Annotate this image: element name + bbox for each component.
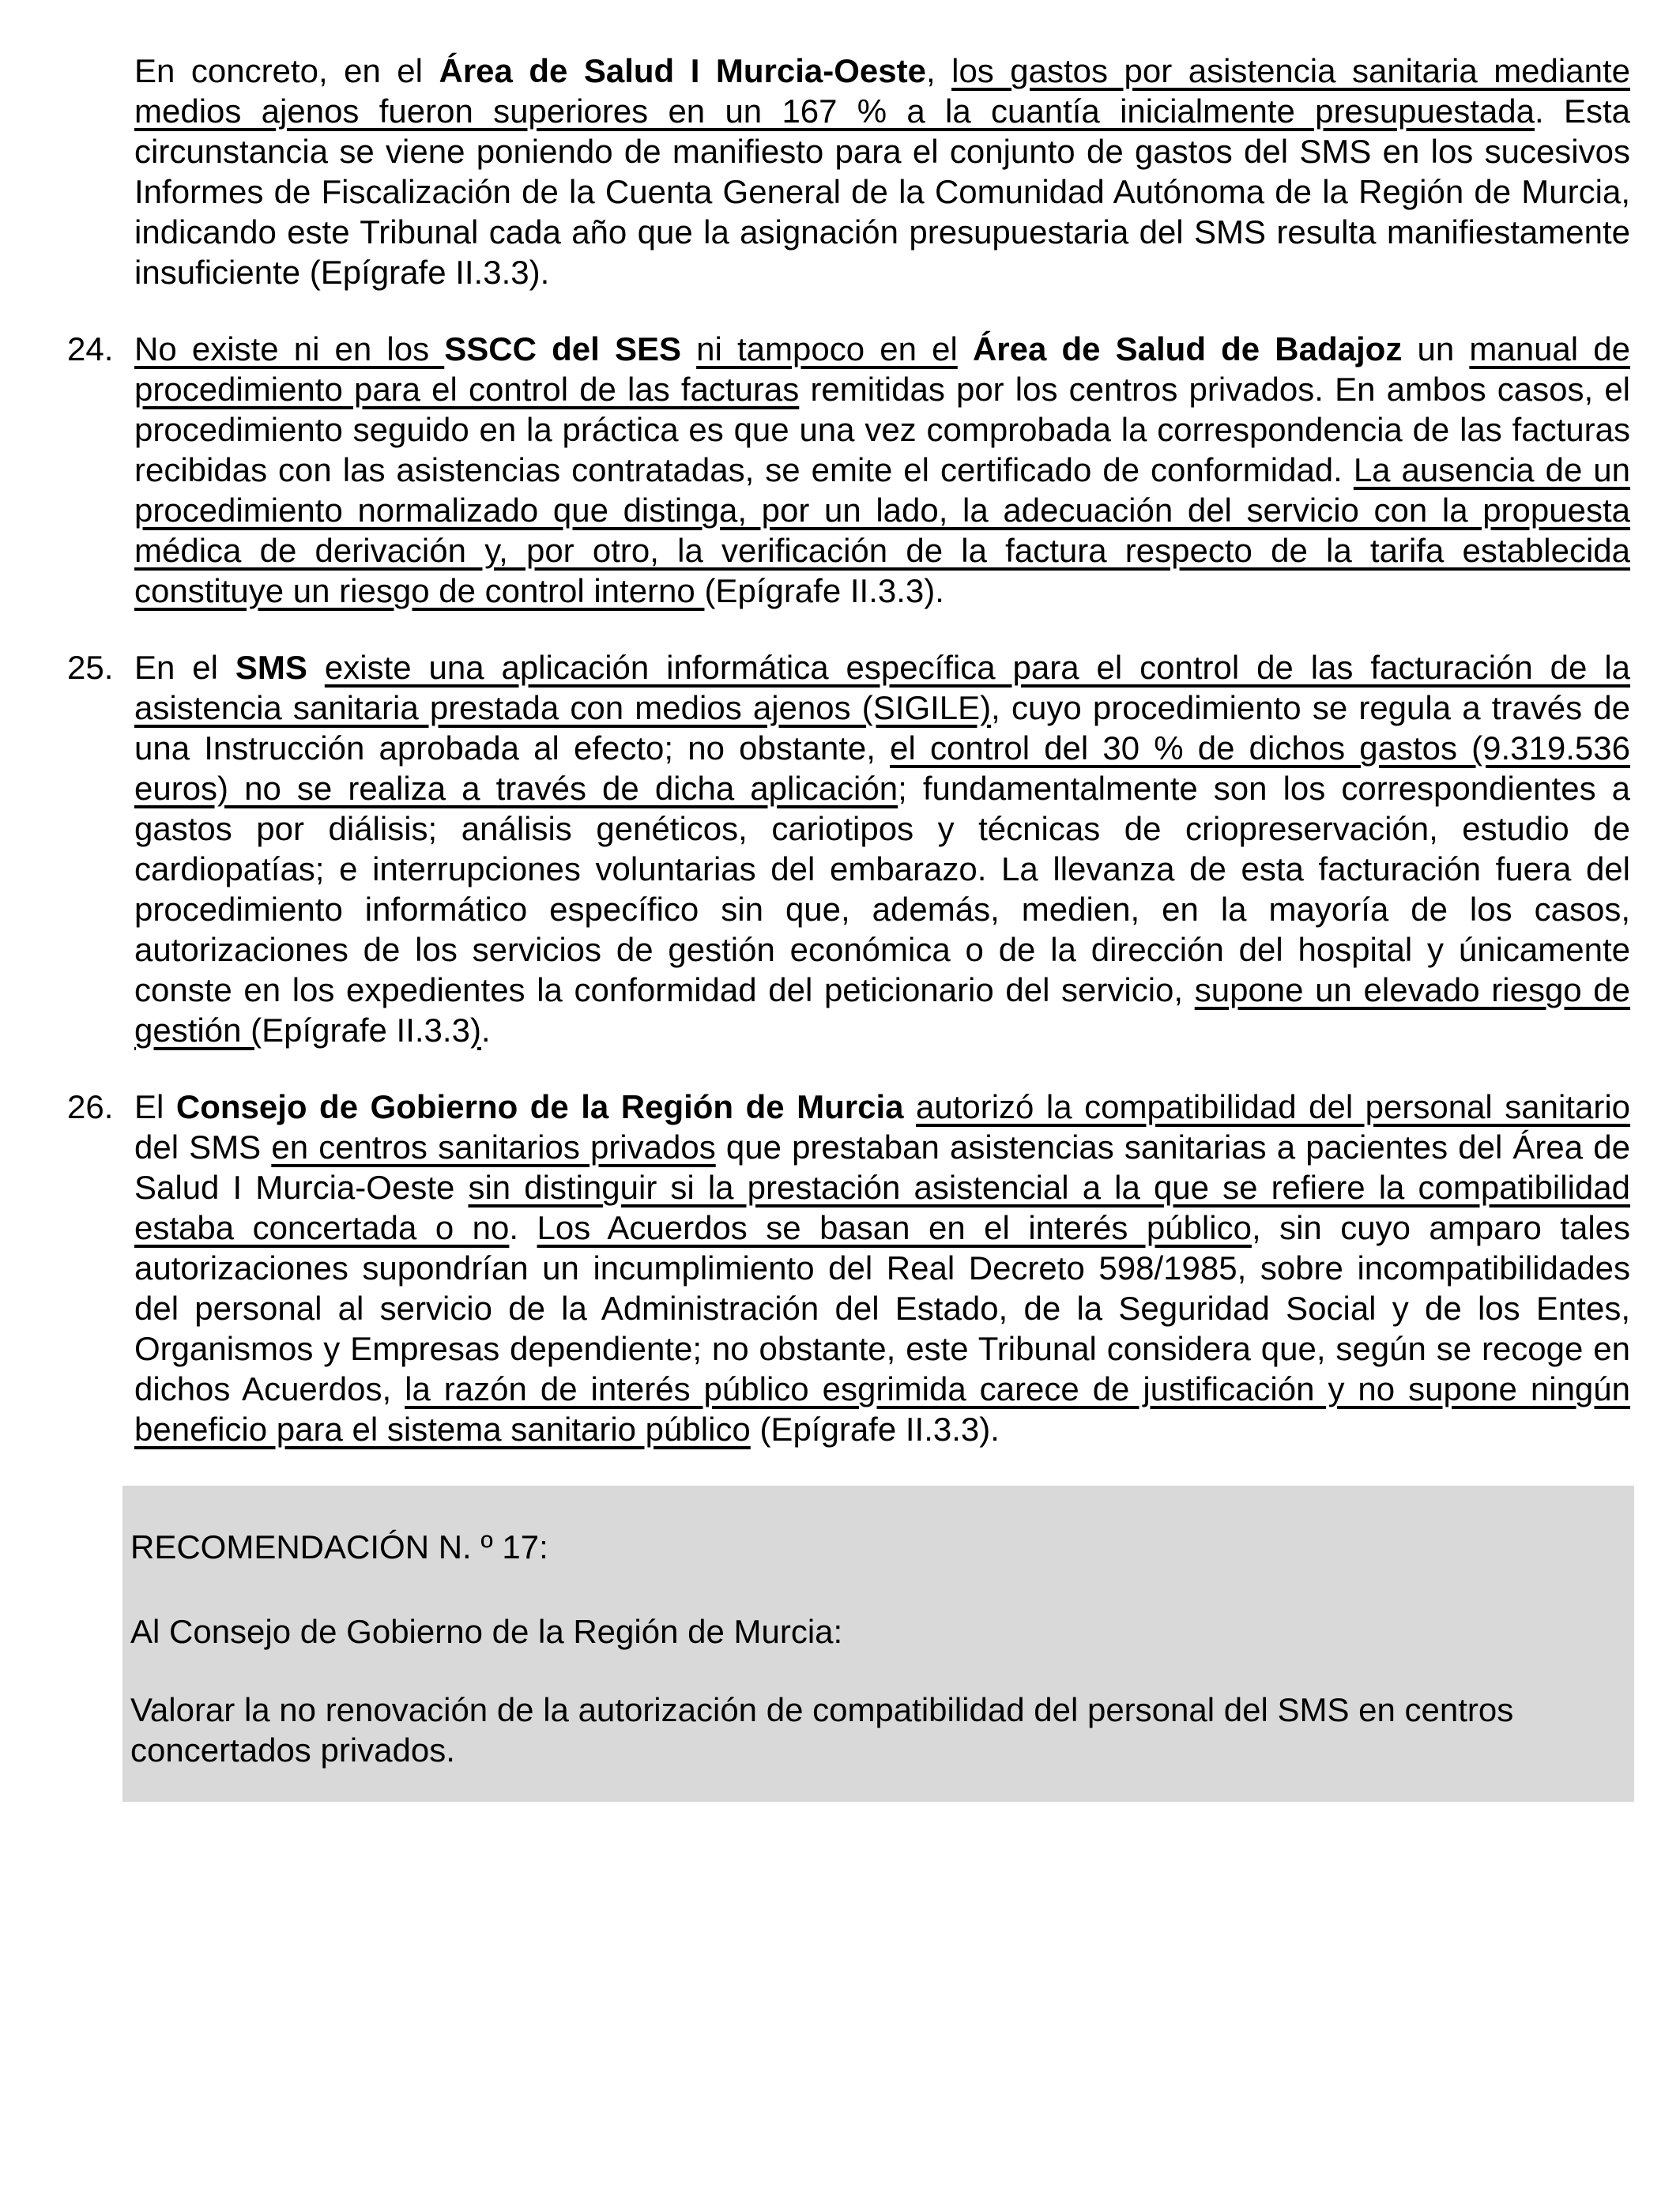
text-run: Los Acuerdos se basan en el interés público xyxy=(537,1209,1252,1246)
text-run: ; fundamentalmente son los correspondientes a gastos por diálisis; análisis genéticos, cariotipos y técnicas de criopreservación, estudio de cardiopatías; e interrupciones voluntarias del embarazo. La llevanza de esta facturación fuera del procedimiento informático específico sin que, además, medien, en la mayoría de los casos, autorizaciones de los servicios de gestión económica o de la dirección del hospital y únicamente conste en los expedientes la conformidad del peticionario del servicio, xyxy=(134,770,1630,1008)
recommendation-body: Valorar la no renovación de la autorización de compatibilidad del personal del SMS en centros concertados privados. xyxy=(130,1691,1514,1769)
text-run: SMS xyxy=(235,649,307,686)
text-run xyxy=(307,649,325,686)
text-run xyxy=(681,330,696,367)
text-run: manual de procedimiento para el control de las facturas xyxy=(134,330,1630,408)
text-run: En el xyxy=(134,649,235,686)
text-run: SSCC del SES xyxy=(444,330,681,367)
text-run: La ausencia de un procedimiento normalizado que distinga, por un lado, la adecuación del servicio con la propuesta médica de derivación y, por otro, la verificación de la factura respecto de la tarifa establecida constituye un riesgo de control interno xyxy=(134,451,1631,609)
text-run: ni tampoco en el xyxy=(696,330,958,367)
finding-text xyxy=(134,1088,1630,1448)
text-run: autorizó la compatibilidad del personal sanitario xyxy=(916,1088,1631,1125)
text-run: No existe ni en los xyxy=(134,330,445,367)
finding-number: 25. xyxy=(67,649,114,686)
text-run: Área de Salud I Murcia-Oeste xyxy=(439,52,926,89)
text-run: Epígrafe II.3.3 xyxy=(262,1012,470,1049)
text-run: remitidas por los centros privados. En ambos casos, el procedimiento seguido en la práctica es que una vez comprobada la correspondencia de las facturas recibidas con las asistencias contratadas, se emite el certificado de conformidad. xyxy=(134,371,1631,488)
text-run: . Esta circunstancia se viene poniendo de manifiesto para el conjunto de gastos del SMS en los sucesivos Informes de Fiscalización de la Cuenta General de la Comunidad Autónoma de la Región de Murcia, indicando este Tribunal cada año que la asignación presupuestaria del SMS resulta manifiestamente insuficiente (Epígrafe II.3.3). xyxy=(134,92,1630,291)
text-run: El xyxy=(134,1088,176,1125)
text-run: un xyxy=(1402,330,1470,367)
text-run: (Epígrafe II.3.3). xyxy=(704,572,944,609)
recommendation-title: RECOMENDACIÓN N. º 17: xyxy=(130,1528,548,1565)
text-run: Consejo de Gobierno de la Región de Murcia xyxy=(175,1088,904,1125)
text-run: existe una aplicación informática específica para el control de las facturación de la asistencia sanitaria prestada con medios ajenos (SIGILE) xyxy=(134,649,1631,726)
text-run: . xyxy=(509,1209,537,1246)
text-run: . xyxy=(480,1012,491,1049)
text-run: En concreto, en el xyxy=(134,52,439,89)
finding-item-24 xyxy=(67,329,1630,611)
text-run xyxy=(903,1088,916,1125)
finding-number: 24. xyxy=(67,330,114,367)
text-run: sin distinguir si la prestación asistencial a la que se refiere la compatibilidad estaba concertada o no xyxy=(134,1169,1630,1246)
text-run: la razón de interés público esgrimida carece de justificación y no supone ningún beneficio para el sistema sanitario público xyxy=(134,1370,1630,1448)
finding-item-26 xyxy=(67,1087,1630,1449)
finding-number: 26. xyxy=(67,1088,114,1125)
text-run: ) xyxy=(469,1012,481,1049)
recommendation-addressee: Al Consejo de Gobierno de la Región de Murcia: xyxy=(130,1613,843,1650)
text-run: supone un elevado riesgo de gestión ( xyxy=(134,971,1631,1049)
text-run: , sin cuyo amparo tales autorizaciones supondrían un incumplimiento del Real Decreto 598/1985, sobre incompatibilidades del personal al servicio de la Administración del Estado, de la Seguridad Social y de los Entes, Organismos y Empresas dependiente; no obstante, este Tribunal considera que, según se recoge en dichos Acuerdos, xyxy=(134,1209,1631,1407)
text-run: Área de Salud de Badajoz xyxy=(972,330,1403,367)
text-run: en centros sanitarios privados xyxy=(271,1128,716,1166)
text-run: , cuyo procedimiento se regula a través de una Instrucción aprobada al efecto; no obstante, xyxy=(134,689,1631,767)
finding-text xyxy=(134,330,1630,609)
finding-text xyxy=(134,649,1630,1049)
intro-paragraph xyxy=(134,51,1630,292)
text-run: los gastos por asistencia sanitaria mediante medios ajenos fueron superiores en un 167 % a la cuantía inicialmente presupuestada xyxy=(134,52,1630,130)
text-run: , xyxy=(925,52,952,89)
recommendation-box xyxy=(122,1486,1634,1802)
text-run: (Epígrafe II.3.3). xyxy=(750,1411,1000,1448)
text-run: el control del 30 % de dichos gastos (9.319.536 euros) no se realiza a través de dicha aplicación xyxy=(134,729,1630,807)
text-run xyxy=(958,330,973,367)
finding-item-25 xyxy=(67,647,1630,1050)
text-run: del SMS xyxy=(134,1128,272,1166)
text-run: que prestaban asistencias sanitarias a pacientes del Área de Salud I Murcia-Oeste xyxy=(134,1128,1630,1206)
